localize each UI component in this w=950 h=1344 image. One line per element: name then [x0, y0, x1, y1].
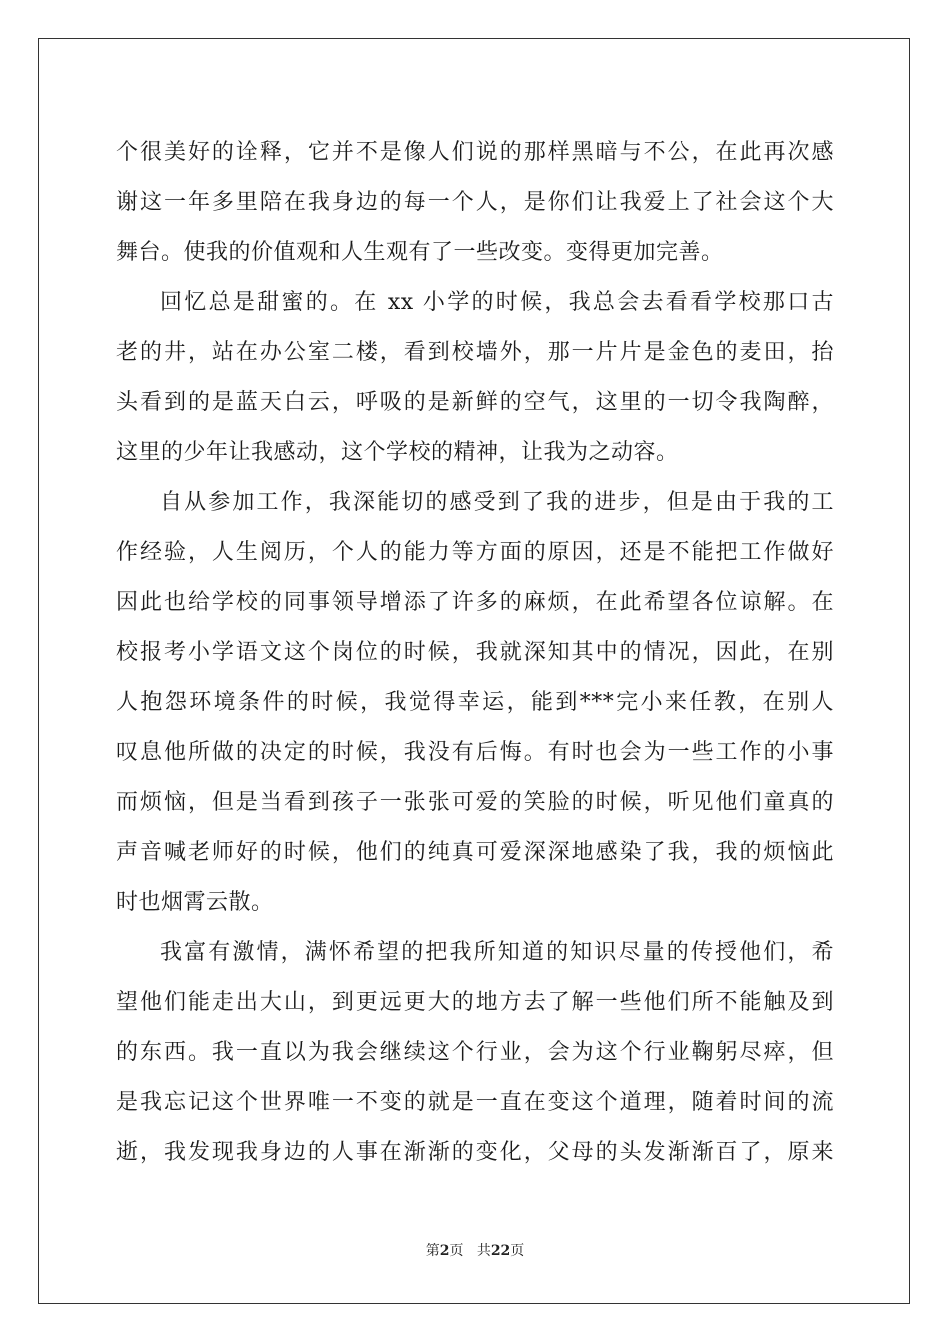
text-line: 舞台。使我的价值观和人生观有了一些改变。变得更加完善。	[116, 240, 724, 265]
text-line: 头看到的是蓝天白云，呼吸的是新鲜的空气，这里的一切令我陶醉，	[116, 390, 834, 415]
text-line: 叹息他所做的决定的时候，我没有后悔。有时也会为一些工作的小事	[116, 740, 834, 765]
current-page-number: 2	[439, 1243, 450, 1259]
text-line: 个很美好的诠释，它并不是像人们说的那样黑暗与不公，在此再次感	[116, 140, 834, 165]
text-line: 声音喊老师好的时候，他们的纯真可爱深深地感染了我，我的烦恼此	[116, 840, 834, 865]
document-body	[116, 128, 834, 1178]
paragraph	[116, 928, 834, 1178]
text-line: 这里的少年让我感动，这个学校的精神，让我为之动容。	[116, 440, 679, 465]
text-line: 自从参加工作，我深能切的感受到了我的进步，但是由于我的工	[160, 490, 834, 515]
text-line: 是我忘记这个世界唯一不变的就是一直在变这个道理，随着时间的流	[116, 1090, 834, 1115]
page-footer	[0, 1240, 950, 1260]
text-line: 望他们能走出大山，到更远更大的地方去了解一些他们所不能触及到	[116, 990, 834, 1015]
text-line: 时也烟霄云散。	[116, 890, 274, 915]
text-line: 因此也给学校的同事领导增添了许多的麻烦，在此希望各位谅解。在	[116, 590, 834, 615]
text-line: 谢这一年多里陪在我身边的每一个人，是你们让我爱上了社会这个大	[116, 190, 834, 215]
text-line: 回忆总是甜蜜的。在 xx 小学的时候，我总会去看看学校那口古	[160, 290, 834, 315]
footer-total-prefix: 共	[476, 1243, 491, 1259]
text-line: 而烦恼，但是当看到孩子一张张可爱的笑脸的时候，听见他们童真的	[116, 790, 834, 815]
text-line: 逝，我发现我身边的人事在渐渐的变化，父母的头发渐渐百了，原来	[116, 1140, 834, 1165]
text-line: 老的井，站在办公室二楼，看到校墙外，那一片片是金色的麦田，抬	[116, 340, 834, 365]
paragraph	[116, 278, 834, 478]
text-line: 人抱怨环境条件的时候，我觉得幸运，能到***完小来任教，在别人	[116, 690, 834, 715]
text-line: 作经验，人生阅历，个人的能力等方面的原因，还是不能把工作做好	[116, 540, 834, 565]
paragraph	[116, 128, 834, 278]
text-line: 的东西。我一直以为我会继续这个行业，会为这个行业鞠躬尽瘁，但	[116, 1040, 834, 1065]
paragraph	[116, 478, 834, 928]
footer-prefix: 第	[425, 1243, 440, 1259]
text-line: 校报考小学语文这个岗位的时候，我就深知其中的情况，因此，在别	[116, 640, 834, 665]
total-page-number: 22	[490, 1243, 511, 1259]
text-line: 我富有激情，满怀希望的把我所知道的知识尽量的传授他们，希	[160, 940, 834, 965]
footer-current-suffix: 页	[449, 1243, 464, 1259]
footer-total-suffix: 页	[510, 1243, 525, 1259]
